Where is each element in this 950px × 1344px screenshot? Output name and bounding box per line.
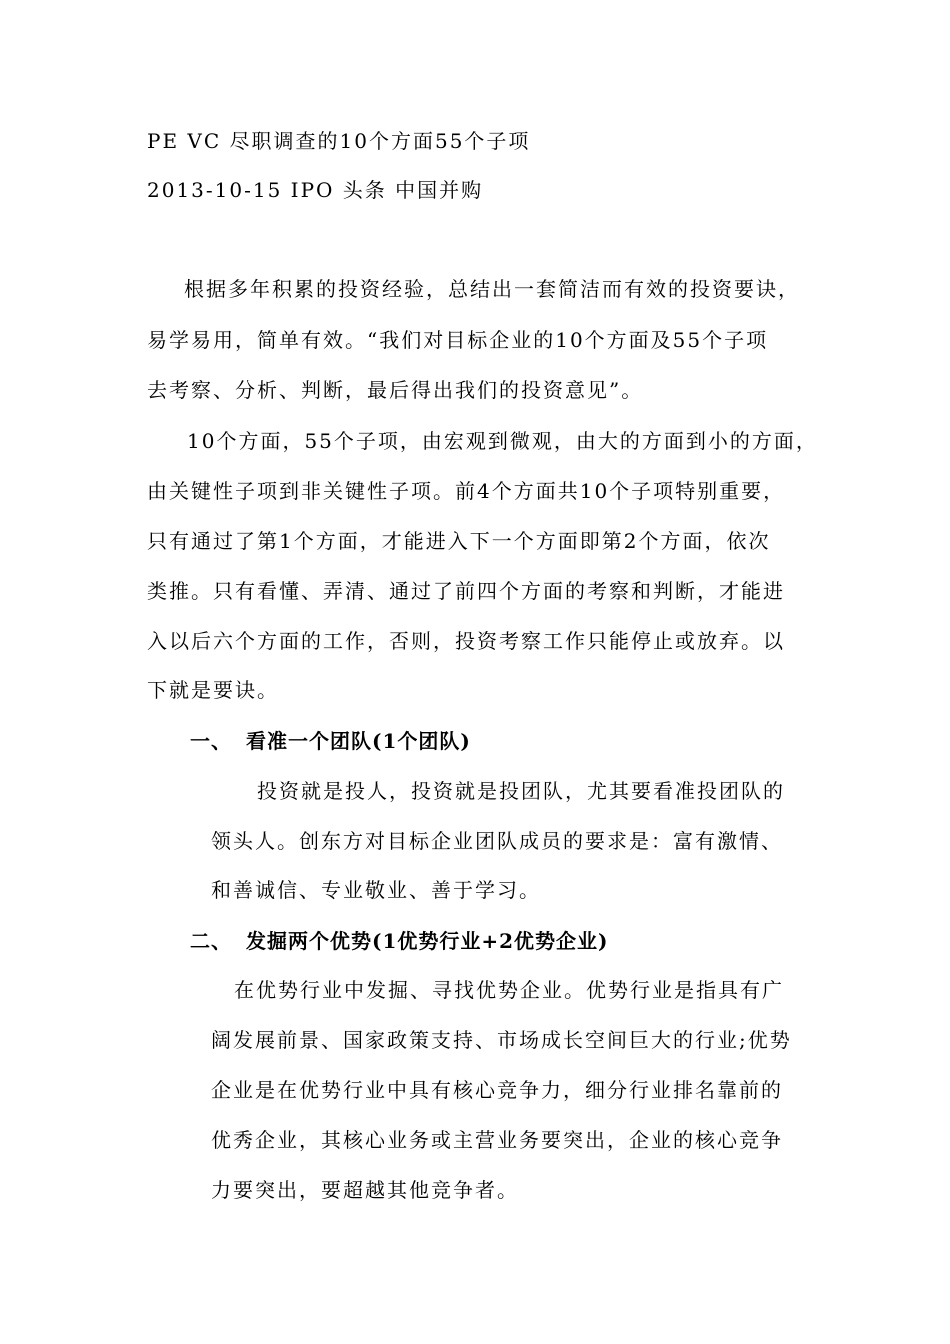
document-title: PE VC 尽职调查的10个方面55个子项 <box>147 129 531 153</box>
intro-paragraph-line: 去考察、分析、判断，最后得出我们的投资意见”。 <box>147 378 644 402</box>
second-paragraph-line: 10个方面，55个子项，由宏观到微观，由大的方面到小的方面， <box>187 429 818 453</box>
second-paragraph-line: 下就是要诀。 <box>147 678 279 702</box>
second-paragraph-line: 由关键性子项到非关键性子项。前4个方面共10个子项特别重要， <box>147 479 786 503</box>
second-paragraph-line: 只有通过了第1个方面，才能进入下一个方面即第2个方面，依次 <box>147 529 771 553</box>
section-title: 发掘两个优势(1优势行业+2优势企业) <box>246 929 609 953</box>
intro-paragraph-line: 易学易用，简单有效。“我们对目标企业的10个方面及55个子项 <box>147 328 769 352</box>
section-body-line: 阔发展前景、国家政策支持、市场成长空间巨大的行业;优势 <box>211 1028 792 1052</box>
second-paragraph-line: 入以后六个方面的工作，否则，投资考察工作只能停止或放弃。以 <box>147 629 785 653</box>
section-heading <box>190 728 471 754</box>
section-body-line: 领头人。创东方对目标企业团队成员的要求是：富有激情、 <box>211 829 783 853</box>
section-body-line: 优秀企业，其核心业务或主营业务要突出，企业的核心竞争 <box>211 1128 783 1152</box>
section-number: 一、 <box>190 729 232 753</box>
section-body-line: 和善诚信、专业敬业、善于学习。 <box>211 878 541 902</box>
document-dateline: 2013-10-15 IPO 头条 中国并购 <box>147 178 484 202</box>
section-heading <box>190 928 609 954</box>
section-title: 看准一个团队(1个团队) <box>246 729 471 753</box>
section-body-line: 在优势行业中发掘、寻找优势企业。优势行业是指具有广 <box>234 978 784 1002</box>
intro-paragraph-line: 根据多年积累的投资经验，总结出一套简洁而有效的投资要诀， <box>184 277 800 301</box>
second-paragraph-line: 类推。只有看懂、弄清、通过了前四个方面的考察和判断，才能进 <box>147 579 785 603</box>
section-body-line: 投资就是投人，投资就是投团队，尤其要看准投团队的 <box>257 779 785 803</box>
section-body-line: 力要突出，要超越其他竞争者。 <box>211 1178 519 1202</box>
section-body-line: 企业是在优势行业中具有核心竞争力，细分行业排名靠前的 <box>211 1078 783 1102</box>
section-number: 二、 <box>190 929 232 953</box>
